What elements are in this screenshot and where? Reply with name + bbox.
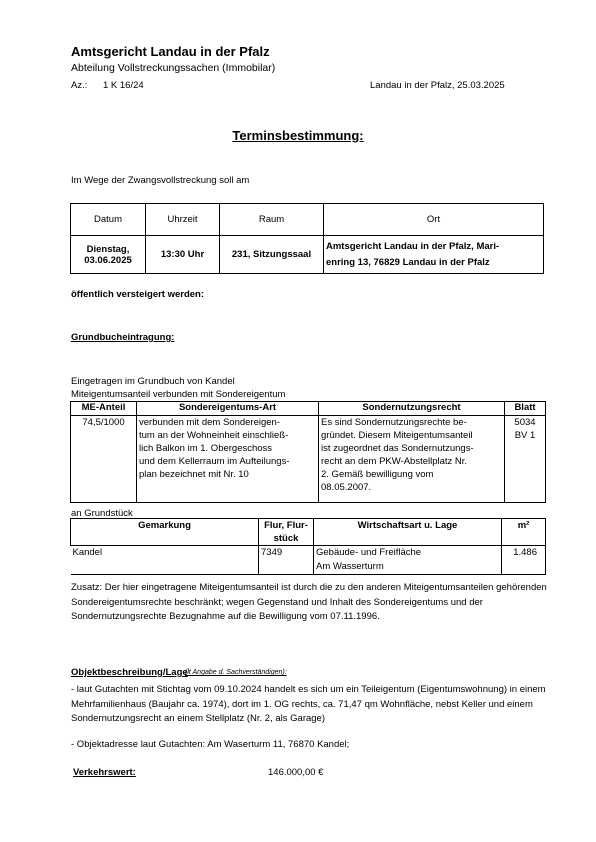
header-flur (259, 519, 314, 546)
addendum-text: Zusatz: Der hier eingetragene Miteigentumsanteil ist durch die zu den anderen Miteigentumsanteilen gehörenden Sondereigentumsrechte beschränkt; wegen Gegenstand und Inhalt des Sondereigentums und der Sondernutzungsrechte Bezugnahme auf die Bewilligung vom 07.11.1996. (71, 582, 547, 622)
appointment-header-row (71, 204, 544, 236)
ownership-header-row (71, 402, 546, 416)
header-flur-line1: Flur, Flur- (264, 520, 308, 531)
object-description-heading: Objektbeschreibung/Lage (71, 667, 188, 678)
place-date: Landau in der Pfalz, 25.03.2025 (370, 80, 505, 91)
text-line: gründet. Diesem Miteigentumsanteil (321, 430, 473, 441)
header-nutzung: Wirtschaftsart u. Lage (314, 519, 502, 546)
text-line: ist zugeordnet das Sondernutzungs- (321, 443, 474, 454)
header-sondernutzungsrecht: Sondernutzungsrecht (319, 402, 505, 416)
text-line: und dem Kellerraum im Aufteilungs- (139, 456, 290, 467)
appointment-place-line2: enring 13, 76829 Landau in der Pfalz (326, 256, 490, 268)
sheet-number (505, 416, 546, 503)
plot-flur: 7349 (259, 546, 314, 575)
land-register-heading: Grundbucheintragung: (71, 332, 175, 343)
text-line: plan bezeichnet mit Nr. 10 (139, 469, 249, 480)
text-line: 2. Gemäß bewilligung vom (321, 469, 434, 480)
land-register-line2: Miteigentumsanteil verbunden mit Sondereigentum (71, 389, 286, 400)
plot-data-row (71, 546, 546, 575)
text-line: verbunden mit dem Sondereigen- (139, 417, 281, 428)
appointment-weekday: Dienstag, (86, 243, 130, 255)
appointment-day: 03.06.2025 (84, 254, 132, 266)
plot-header-row (71, 519, 546, 546)
page-title: Terminsbestimmung: (232, 128, 364, 143)
appointment-time: 13:30 Uhr (146, 236, 220, 274)
plot-area: 1.486 (502, 546, 546, 575)
appointment-data-row (71, 236, 544, 274)
usage-right (319, 416, 505, 503)
plot-nutzung (314, 546, 502, 575)
appointment-place-line1: Amtsgericht Landau in der Pfalz, Mari- (326, 240, 500, 252)
header-sondereigentum: Sondereigentums-Art (137, 402, 319, 416)
ownership-type (137, 416, 319, 503)
file-number: 1 K 16/24 (103, 80, 144, 91)
land-register-line1: Eingetragen im Grundbuch von Kandel (71, 376, 235, 387)
header-ort: Ort (324, 204, 544, 236)
ownership-data-row (71, 416, 546, 503)
intro-text: Im Wege der Zwangsvollstreckung soll am (71, 175, 250, 186)
header-uhrzeit: Uhrzeit (146, 204, 220, 236)
text-line: 08.05.2007. (321, 482, 372, 493)
header-me-anteil: ME-Anteil (71, 402, 137, 416)
sold-text: öffentlich versteigert werden: (71, 289, 205, 300)
header-datum: Datum (71, 204, 146, 236)
appointment-place (324, 236, 544, 274)
appointment-room: 231, Sitzungssaal (220, 236, 324, 274)
header-blatt: Blatt (505, 402, 546, 416)
header-flaeche: m² (502, 519, 546, 546)
header-gemarkung: Gemarkung (71, 519, 259, 546)
plot-nutzung-line1: Gebäude- und Freifläche (316, 547, 422, 558)
text-line: lich Balkon im 1. Obergeschoss (139, 443, 273, 454)
plot-nutzung-line2: Am Wasserturm (316, 561, 384, 572)
text-line: Es sind Sondernutzungsrechte be- (321, 417, 467, 428)
object-description-note: (lt Angabe d. Sachverständigen): (185, 669, 287, 676)
object-description-text: - laut Gutachten mit Stichtag vom 09.10.2024 handelt es sich um ein Teileigentum (Eigentumswohnung) in einem Mehrfamilienhaus (Baujahr ca. 1974), dort im 1. OG rechts, ca. 71,47 qm Wohnfläche, nebst Keller und einem Sondernutzungsrecht an einem Stellplatz (Nr. 2, als Garage) (71, 684, 546, 724)
department: Abteilung Vollstreckungssachen (Immobilar) (71, 62, 276, 74)
court-name: Amtsgericht Landau in der Pfalz (71, 44, 270, 59)
market-value: 146.000,00 € (268, 767, 324, 778)
text-line: tum an der Wohneinheit einschließ- (139, 430, 289, 441)
text-line: recht an dem PKW-Abstellplatz Nr. (321, 456, 468, 467)
market-value-label: Verkehrswert: (73, 767, 136, 778)
ownership-share: 74,5/1000 (71, 416, 137, 503)
header-raum: Raum (220, 204, 324, 236)
object-address: - Objektadresse laut Gutachten: Am Waserturm 11, 76870 Kandel; (71, 739, 350, 750)
sheet-entry: BV 1 (514, 430, 536, 441)
plot-label: an Grundstück (71, 508, 133, 519)
header-flur-line2: stück (273, 533, 299, 544)
plot-table (70, 518, 546, 575)
ownership-table (70, 401, 546, 503)
plot-gemarkung: Kandel (71, 546, 259, 575)
appointment-table (70, 203, 544, 274)
appointment-date (71, 236, 146, 274)
file-number-label: Az.: (71, 80, 88, 91)
sheet-value: 5034 (514, 417, 536, 428)
